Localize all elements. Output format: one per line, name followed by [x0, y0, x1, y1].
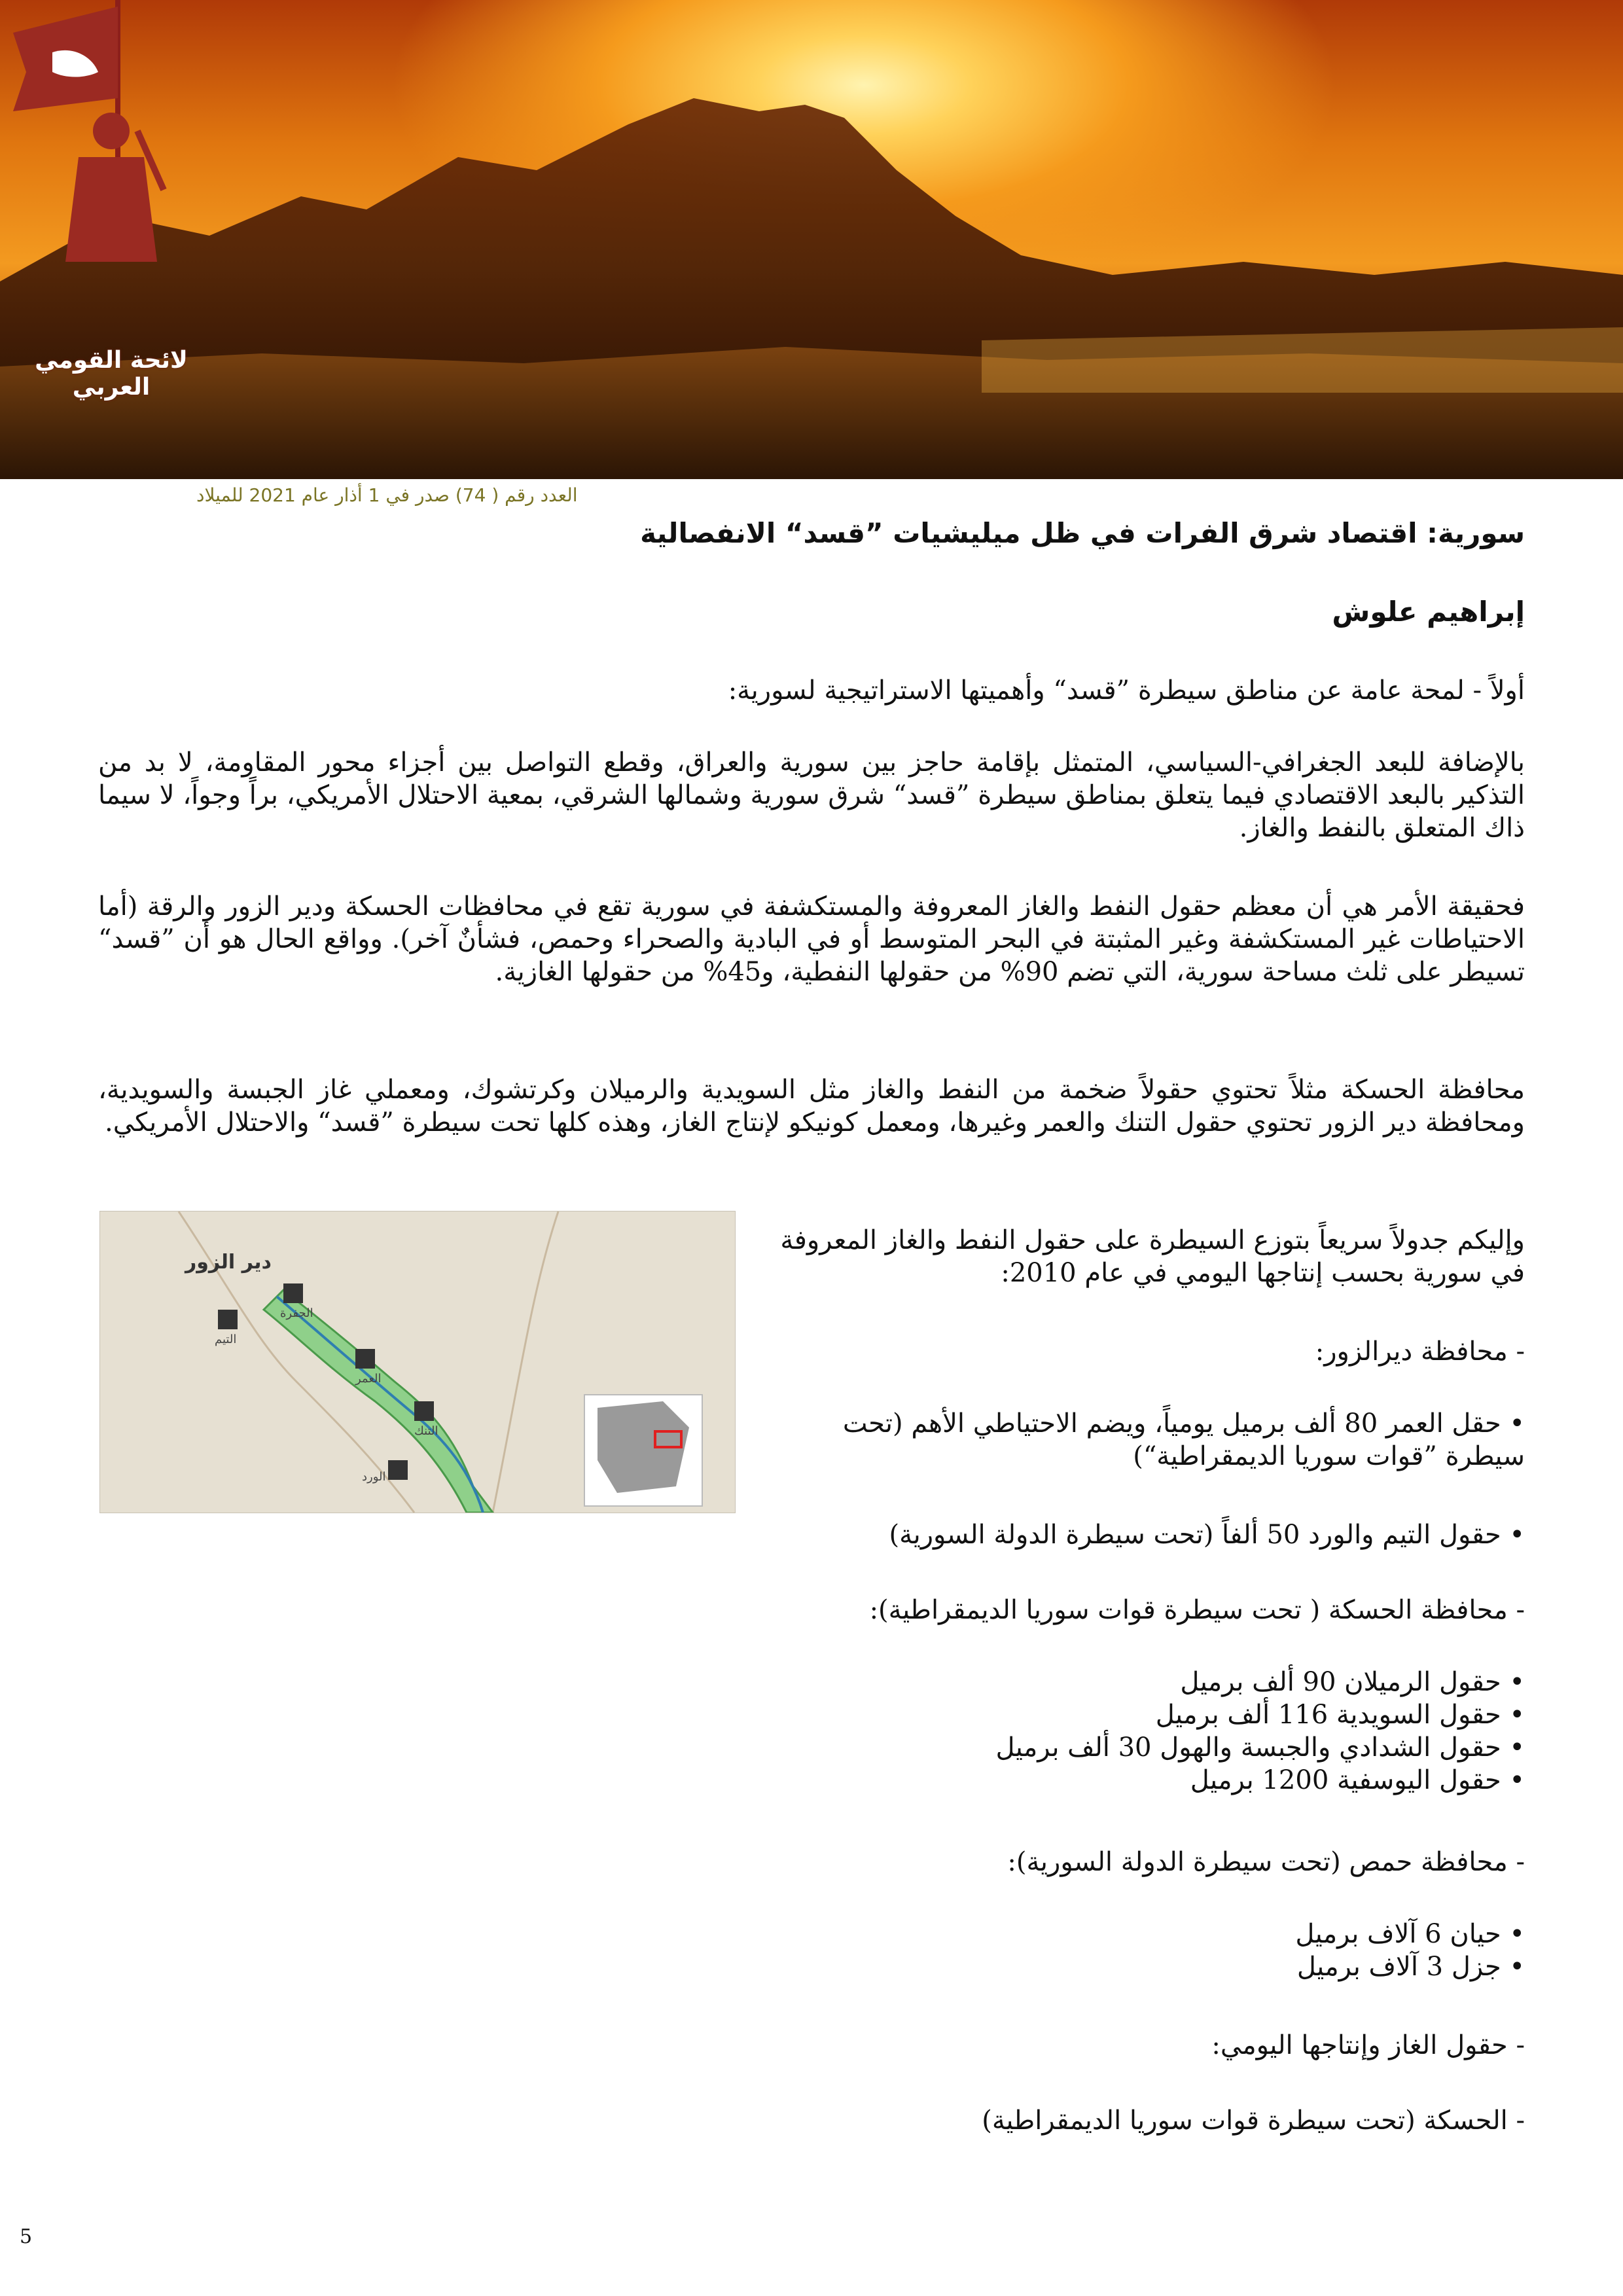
gas-heading: - حقول الغاز وإنتاجها اليومي: — [1211, 2030, 1525, 2060]
article-title: سورية: اقتصاد شرق الفرات في ظل ميليشيات ”قسد“ الانفصالية — [640, 517, 1525, 549]
list-item: • حقول الرميلان 90 ألف برميل — [98, 1666, 1525, 1698]
list-item: • حقول التيم والورد 50 ألفاً (تحت سيطرة الدولة السورية) — [98, 1518, 1525, 1551]
logo-text: لائحة القومي العربي — [35, 347, 188, 401]
deir-item-2 — [98, 1518, 1525, 1551]
paragraph-4: وإليكم جدولاً سريعاً بتوزع السيطرة على حقول النفط والغاز المعروفة في سورية بحسب إنتاجها اليومي في عام 2010: — [780, 1225, 1525, 1288]
list-item: • حقول الشدادي والجبسة والهول 30 ألف برميل — [98, 1731, 1525, 1764]
map-field-label: العمر — [355, 1372, 382, 1386]
oil-fields-map — [99, 1211, 736, 1513]
hasaka-heading: - محافظة الحسكة ( تحت سيطرة قوات سوريا الديمقراطية): — [869, 1595, 1525, 1625]
map-field-label: الورد — [362, 1470, 386, 1484]
map-city-label: دير الزور — [185, 1251, 272, 1274]
gas-item: - الحسكة (تحت سيطرة قوات سوريا الديمقراطية) — [982, 2106, 1525, 2136]
list-item: • حقول السويدية 116 ألف برميل — [98, 1698, 1525, 1731]
list-item: • حقل العمر 80 ألف برميل يومياً، ويضم الاحتياطي الأهم (تحت سيطرة ”قوات سوريا الديمقراطية“) — [766, 1407, 1525, 1473]
map-field-label: التنك — [414, 1424, 438, 1438]
section-heading: أولاً - لمحة عامة عن مناطق سيطرة ”قسد“ وأهميتها الاستراتيجية لسورية: — [728, 675, 1525, 706]
homs-heading: - محافظة حمص (تحت سيطرة الدولة السورية): — [1007, 1847, 1525, 1877]
map-field-label: التيم — [215, 1333, 237, 1346]
hasaka-list — [98, 1666, 1525, 1797]
map-field-label: الجفرة — [280, 1306, 313, 1320]
list-item: • حقول اليوسفية 1200 برميل — [98, 1764, 1525, 1797]
list-item: • جزل 3 آلاف برميل — [98, 1950, 1525, 1983]
paragraph-2: فحقيقة الأمر هي أن معظم حقول النفط والغاز المعروفة والمستكشفة في سورية تقع في محافظات الحسكة ودير الزور والرقة (أما الاحتياطات غير المستكشفة وغير المثبتة في البحر المتوسط أو في البادية والصحراء وحمص، فشأنٌ آخر). وواقع الحال هو أن ”قسد“ تسيطر على ثلث مساحة سورية، التي تضم 90% من حقولها النفطية، و45% من حقولها الغازية. — [98, 891, 1525, 987]
article-author: إبراهيم علوش — [1332, 596, 1525, 628]
page-number: 5 — [20, 2225, 33, 2248]
paragraph-3: محافظة الحسكة مثلاً تحتوي حقولاً ضخمة من النفط والغاز مثل السويدية والرميلان وكرتشوك، ومعملي غاز الجبسة والسويدية، ومحافظة دير الزور تحتوي حقول التنك والعمر وغيرها، ومعمل كونيكو لإنتاج الغاز، وهذه كلها تحت سيطرة ”قسد“ والاحتلال الأمريكي. — [98, 1075, 1525, 1138]
deir-heading: - محافظة ديرالزور: — [1315, 1336, 1525, 1367]
list-item: • حيان 6 آلاف برميل — [98, 1918, 1525, 1950]
homs-list — [98, 1918, 1525, 1983]
header-banner — [0, 0, 1623, 479]
mountain-sunset-image — [0, 0, 1623, 479]
deir-item-1 — [766, 1407, 1525, 1473]
issue-line: العدد رقم ( 74) صدر في 1 أذار عام 2021 للميلاد — [196, 484, 578, 506]
paragraph-1: بالإضافة للبعد الجغرافي-السياسي، المتمثل بإقامة حاجز بين سورية والعراق، وقطع التواصل بين أجزاء محور المقاومة، لا بد من التذكير بالبعد الاقتصادي فيما يتعلق بمناطق سيطرة ”قسد“ شرق سورية وشمالها الشرقي، بمعية الاحتلال الأمريكي، براً وجواً، لا سيما ذاك المتعلق بالنفط والغاز. — [98, 747, 1525, 843]
logo-emblem-icon — [0, 0, 170, 275]
